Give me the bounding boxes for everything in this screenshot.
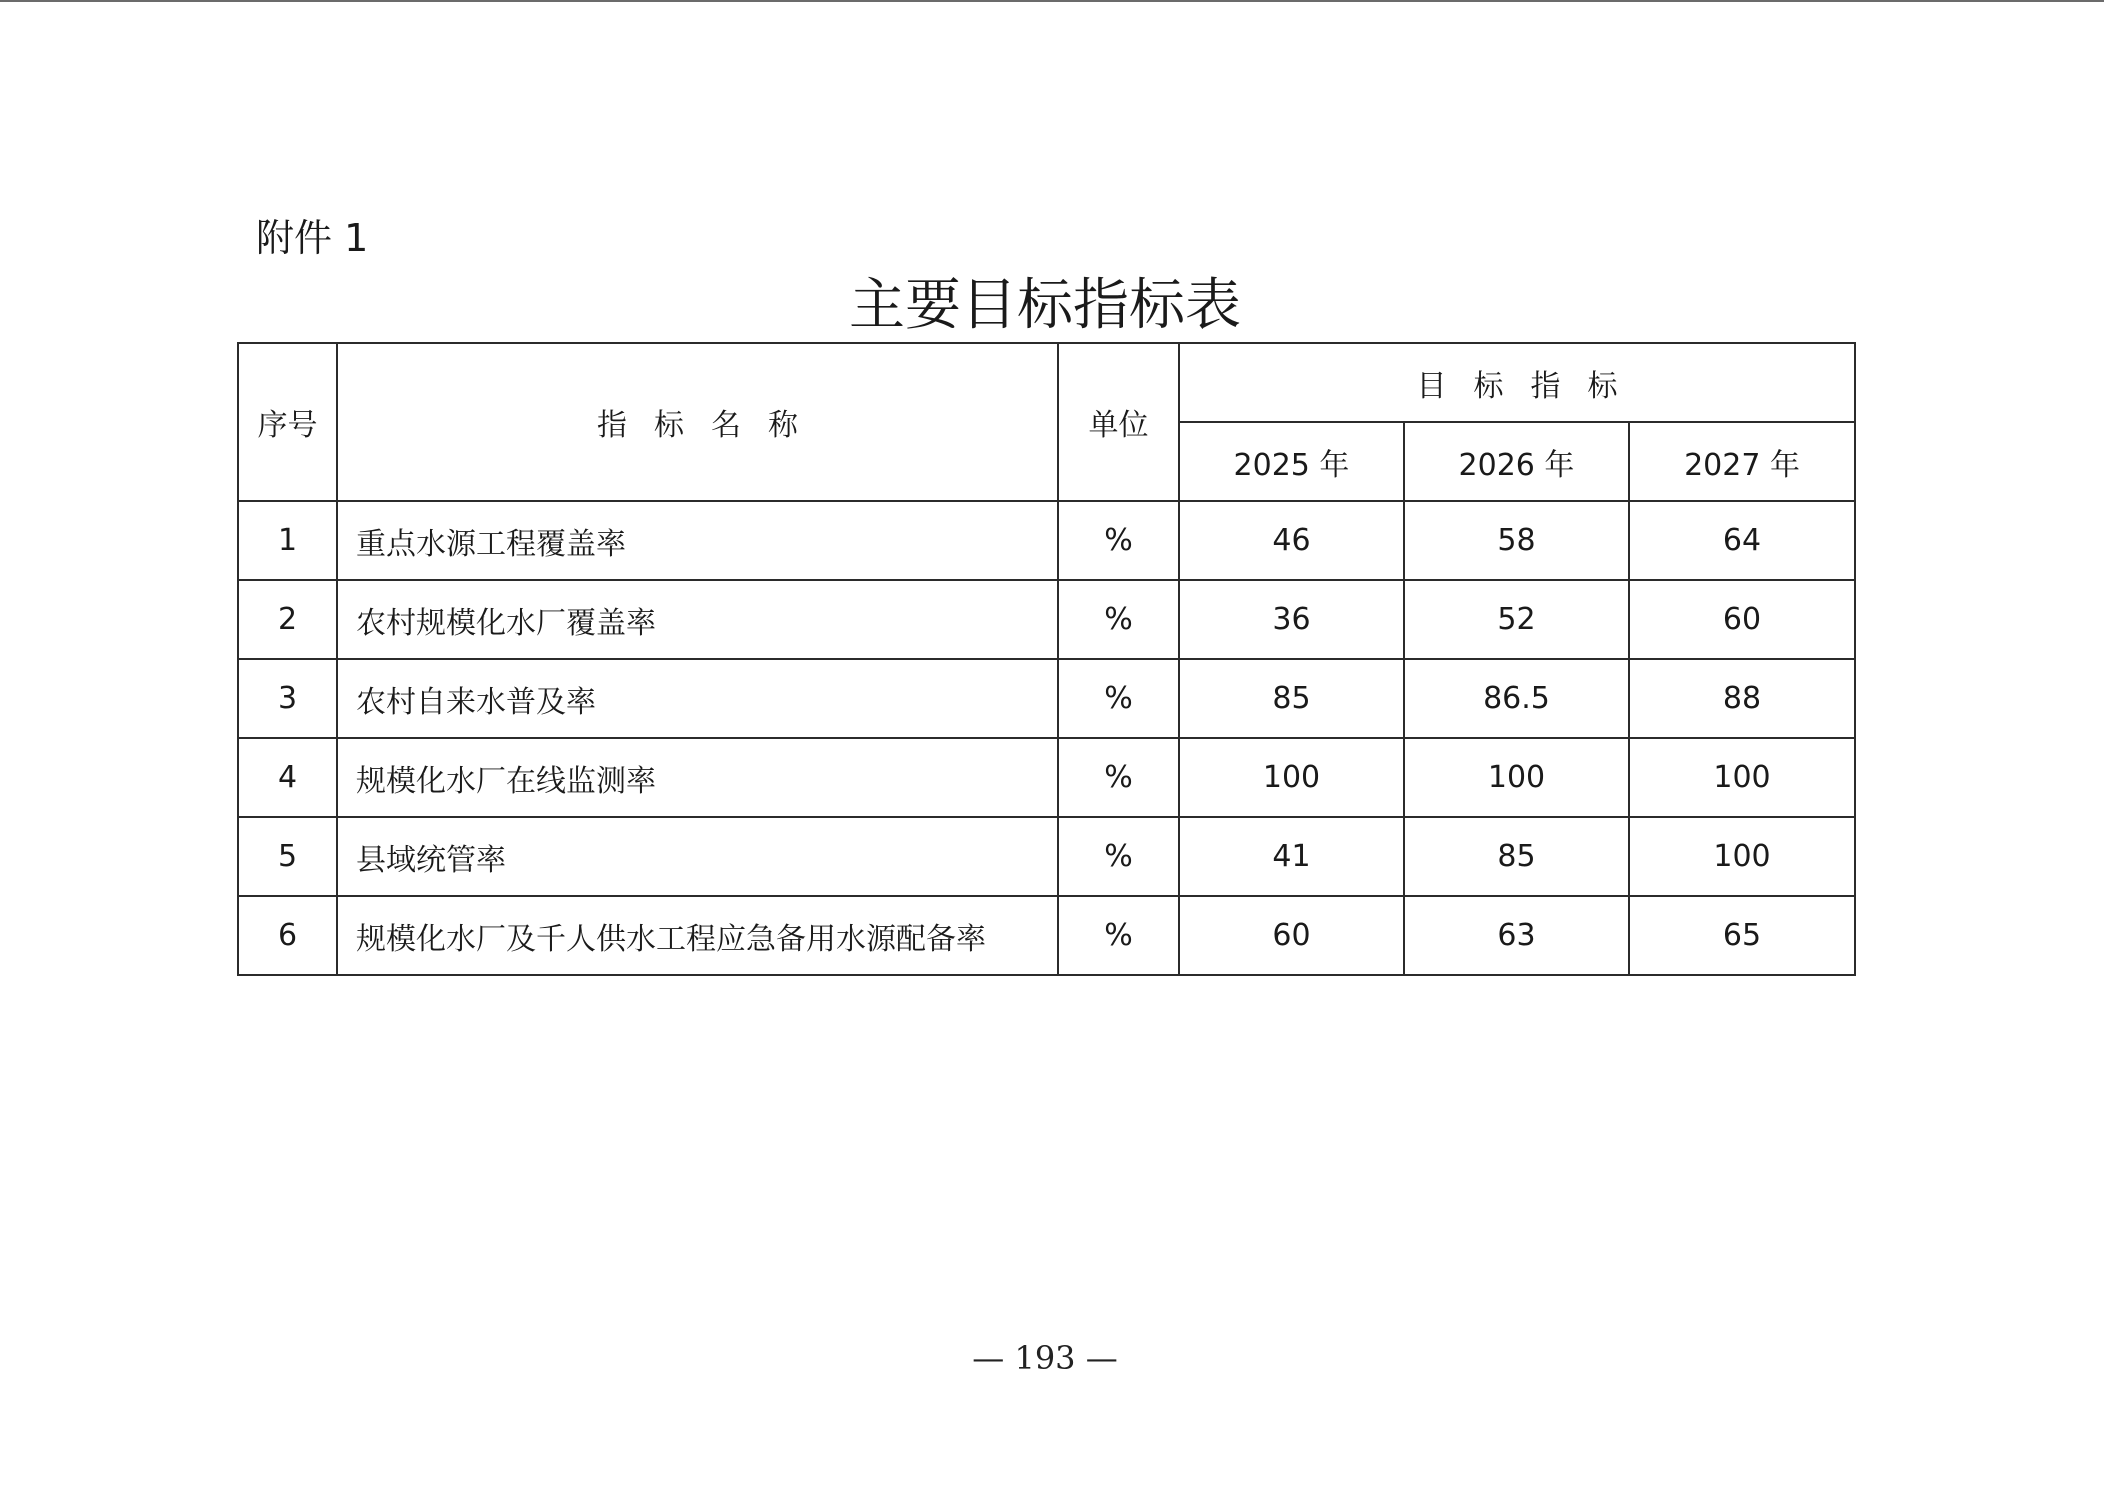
- header-unit: 单位: [1058, 343, 1179, 501]
- row-seq: 4: [238, 738, 337, 817]
- row-seq: 3: [238, 659, 337, 738]
- top-border-line: [0, 0, 2104, 2]
- row-indicator-name: 重点水源工程覆盖率: [337, 501, 1058, 580]
- header-year-2026: 2026 年: [1404, 422, 1629, 501]
- header-seq: 序号: [238, 343, 337, 501]
- row-value-2027: 64: [1629, 501, 1855, 580]
- header-year-2027: 2027 年: [1629, 422, 1855, 501]
- row-seq: 2: [238, 580, 337, 659]
- row-unit: %: [1058, 896, 1179, 975]
- row-value-2025: 41: [1179, 817, 1404, 896]
- row-value-2026: 100: [1404, 738, 1629, 817]
- row-indicator-name: 县域统管率: [337, 817, 1058, 896]
- row-value-2026: 58: [1404, 501, 1629, 580]
- table-row: [238, 896, 1855, 975]
- row-indicator-name: 规模化水厂在线监测率: [337, 738, 1058, 817]
- row-value-2025: 100: [1179, 738, 1404, 817]
- header-targets-group-text: 目标指标: [1416, 368, 1645, 404]
- row-value-2026: 63: [1404, 896, 1629, 975]
- header-indicator-name: [337, 343, 1058, 501]
- row-value-2025: 46: [1179, 501, 1404, 580]
- table-row: [238, 817, 1855, 896]
- header-year-2025: 2025 年: [1179, 422, 1404, 501]
- row-indicator-name: 农村自来水普及率: [337, 659, 1058, 738]
- table-title: 主要目标指标表: [849, 273, 1241, 338]
- table-row: [238, 580, 1855, 659]
- attachment-label: 附件 1: [256, 216, 369, 260]
- row-indicator-name: 农村规模化水厂覆盖率: [337, 580, 1058, 659]
- row-indicator-name: 规模化水厂及千人供水工程应急备用水源配备率: [337, 896, 1058, 975]
- page-number: — 193 —: [972, 1339, 1118, 1377]
- table-row: [238, 738, 1855, 817]
- row-value-2026: 85: [1404, 817, 1629, 896]
- row-value-2027: 100: [1629, 817, 1855, 896]
- row-unit: %: [1058, 738, 1179, 817]
- row-value-2027: 88: [1629, 659, 1855, 738]
- row-seq: 6: [238, 896, 337, 975]
- row-value-2026: 52: [1404, 580, 1629, 659]
- header-indicator-name-text: 指标名称: [597, 408, 825, 443]
- row-value-2025: 36: [1179, 580, 1404, 659]
- table-row: [238, 659, 1855, 738]
- row-value-2027: 60: [1629, 580, 1855, 659]
- row-value-2025: 85: [1179, 659, 1404, 738]
- row-value-2027: 65: [1629, 896, 1855, 975]
- row-unit: %: [1058, 659, 1179, 738]
- row-seq: 5: [238, 817, 337, 896]
- row-value-2027: 100: [1629, 738, 1855, 817]
- header-targets-group: [1179, 343, 1855, 422]
- table-row: [238, 501, 1855, 580]
- row-value-2026: 86.5: [1404, 659, 1629, 738]
- row-value-2025: 60: [1179, 896, 1404, 975]
- row-unit: %: [1058, 501, 1179, 580]
- row-unit: %: [1058, 817, 1179, 896]
- row-seq: 1: [238, 501, 337, 580]
- row-unit: %: [1058, 580, 1179, 659]
- target-indicators-table: [237, 342, 1856, 976]
